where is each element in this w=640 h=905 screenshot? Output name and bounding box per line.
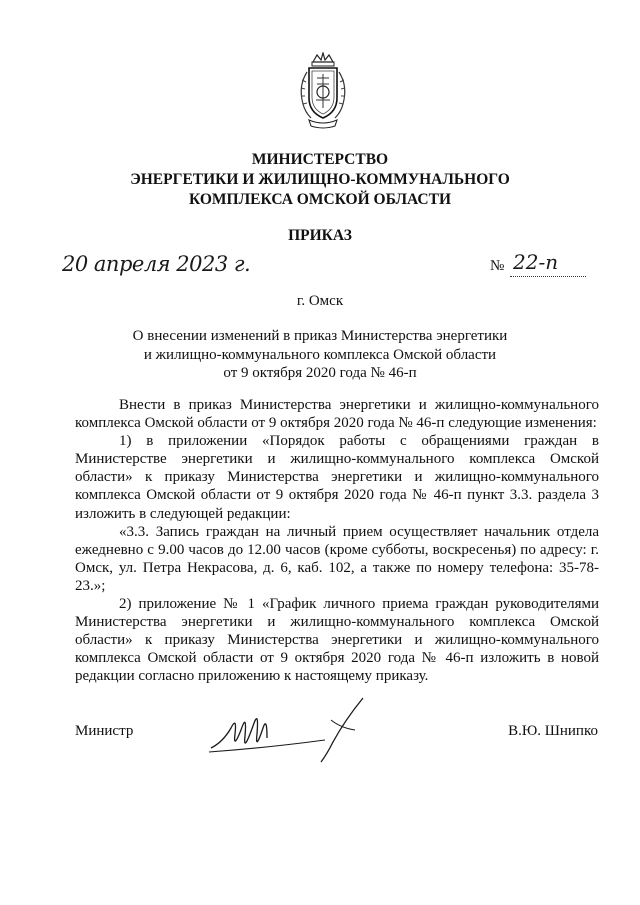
signer-name: В.Ю. Шнипко — [508, 723, 598, 739]
ministry-name-line-3: КОМПЛЕКСА ОМСКОЙ ОБЛАСТИ — [188, 191, 452, 208]
coat-of-arms-icon — [295, 52, 351, 132]
ministry-name-line-2: ЭНЕРГЕТИКИ И ЖИЛИЩНО-КОММУНАЛЬНОГО — [130, 171, 510, 188]
ministry-name-line-1: МИНИСТЕРСТВО — [251, 151, 389, 168]
signer-position: Министр — [75, 723, 134, 739]
subject-line-3: от 9 октября 2020 года № 46-п — [223, 365, 417, 382]
document-type: ПРИКАЗ — [288, 227, 352, 244]
subject-line-2: и жилищно-коммунального комплекса Омской области — [143, 346, 497, 363]
document-body — [75, 396, 599, 686]
number-label: № — [490, 258, 505, 274]
body-paragraph-1: Внести в приказ Министерства энергетики и жилищно-коммунального комплекса Омской области от 9 октября 2020 года № 46-п следующие изменения: — [75, 397, 599, 432]
handwritten-date: 20 апреля 2023 г. — [62, 252, 251, 276]
number-underline — [510, 276, 586, 277]
body-paragraph-4: 2) приложение № 1 «График личного приема граждан руководителями Министерства энергетики и жилищно-коммунального комплекса Омской области» к приказу Министерства энергетики и жилищно-коммунального комплекса Омской области от 9 октября 2020 года № 46-п изложить в новой редакции согласно приложению к настоящему приказу. — [75, 596, 599, 685]
body-paragraph-3: «3.3. Запись граждан на личный прием осуществляет начальник отдела ежедневно с 9.00 часов до 12.00 часов (кроме субботы, воскресенья) по адресу: г. Омск, ул. Петра Некрасова, д. 6, каб. 102, а также по номеру телефона: 35-78-23.»; — [75, 523, 599, 594]
subject-line-1: О внесении изменений в приказ Министерства энергетики — [132, 328, 508, 344]
city: г. Омск — [296, 293, 344, 309]
body-paragraph-2: 1) в приложении «Порядок работы с обращениями граждан в Министерстве энергетики и жилищно-коммунального комплекса Омской области» к приказу Министерства энергетики и жилищно-коммунального комплекса Омской области от 9 октября 2020 года № 46-п пункт 3.3. раздела 3 изложить в следующей редакции: — [75, 433, 599, 522]
handwritten-number: 22-п — [513, 250, 559, 274]
handwritten-signature — [205, 690, 375, 765]
document-subject — [0, 327, 640, 383]
